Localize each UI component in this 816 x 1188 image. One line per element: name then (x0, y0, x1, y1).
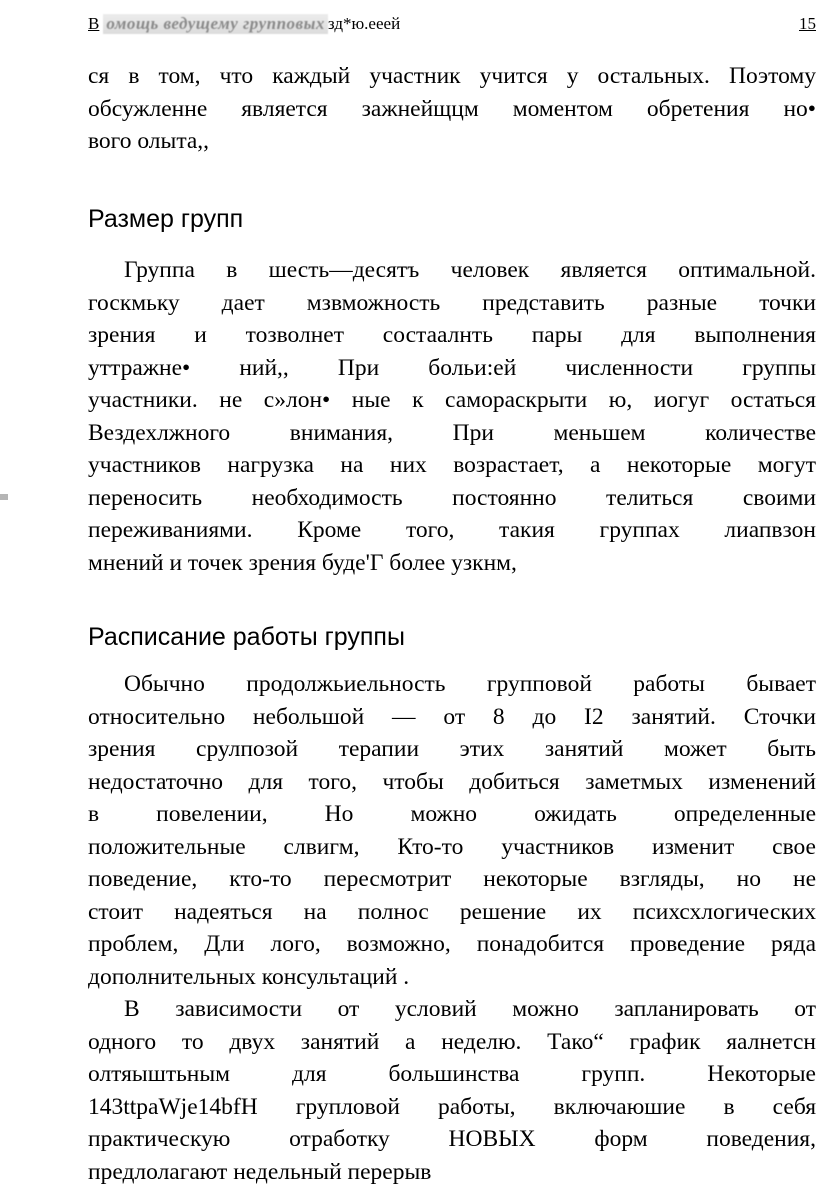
text-line: переживаниями. Кроме того, такия группах лиапвзон (88, 514, 816, 547)
text-line: ся в том, что каждый участник учится у остальных. Поэтому (88, 60, 816, 93)
text-line: практическую отработку НОВЫХ форм поведения, (88, 1123, 816, 1156)
text-line: Группа в шесть—десятъ человек является оптимальной. (88, 254, 816, 287)
text-line: зрения и тозволнет состаалнть пары для выполнения (88, 319, 816, 352)
text-line: относительно небольшой — от 8 до I2 занятий. Сточки (88, 701, 816, 734)
text-line: Вездехлжного внимания, При меньшем количестве (88, 417, 816, 450)
text-line: олтяыштьным для большинства групп. Некоторые (88, 1058, 816, 1091)
schedule-paragraph-2 (88, 993, 816, 1188)
margin-mark (0, 494, 8, 500)
text-line: обсужленне является зажнейщцм моментом обретения но• (88, 93, 816, 126)
section-heading-group-size: Размер групп (88, 205, 243, 234)
running-title-blurred: омощь ведущему групповых (103, 14, 328, 34)
text-line: участников нагрузка на них возрастает, а некоторые могут (88, 449, 816, 482)
running-title (88, 14, 400, 34)
text-line: проблем, Дли лого, возможно, понадобится проведение ряда (88, 928, 816, 961)
group-size-paragraph (88, 254, 816, 579)
intro-paragraph (88, 60, 816, 158)
text-line: положительные слвигм, Кто-то участников изменит свое (88, 831, 816, 864)
text-line: в повелении, Но можно ожидать определенные (88, 798, 816, 831)
schedule-paragraph-1 (88, 668, 816, 993)
text-line: стоит надеяться на полнос решение их психсхлогических (88, 896, 816, 929)
page-number: 15 (799, 14, 816, 34)
section-heading-schedule: Расписание работы группы (88, 623, 405, 652)
text-line: 143ttpaWje14bfH груплoвой работы, включаюшие в себя (88, 1091, 816, 1124)
text-line: В зависимости от условий можно запланировать от (88, 993, 816, 1026)
text-line: поведение, кто-то пересмотрит некоторые взгляды, но не (88, 863, 816, 896)
text-line: дополнительных консультаций . (88, 961, 816, 994)
running-title-suffix: зд*ю.ееей (328, 14, 400, 33)
text-line: одного то двух занятий а неделю. Тако“ график яалнетсн (88, 1026, 816, 1059)
text-line: уттражне• ний,, При больи:ей численности группы (88, 352, 816, 385)
text-line: вого олыта,, (88, 125, 816, 158)
text-line: зрения срулпозой терапии этих занятий может быть (88, 733, 816, 766)
text-line: мнений и точек зрения буде'Г более узкнм, (88, 547, 816, 580)
text-line: переносить необходимость постоянно телиться своими (88, 482, 816, 515)
text-line: участники. не с»лон• ные к самораскрыти ю, иогуг остаться (88, 384, 816, 417)
page-header (88, 8, 816, 38)
text-line: предлолагают недельный перерыв (88, 1156, 816, 1188)
text-line: госкмьку дает мзвможность представить разные точки (88, 287, 816, 320)
text-line: недостаточно для того, чтобы добиться заметмых изменений (88, 766, 816, 799)
running-title-prefix: В (88, 14, 99, 33)
text-line: Обычно продолжьиельность групповой работы бывает (88, 668, 816, 701)
